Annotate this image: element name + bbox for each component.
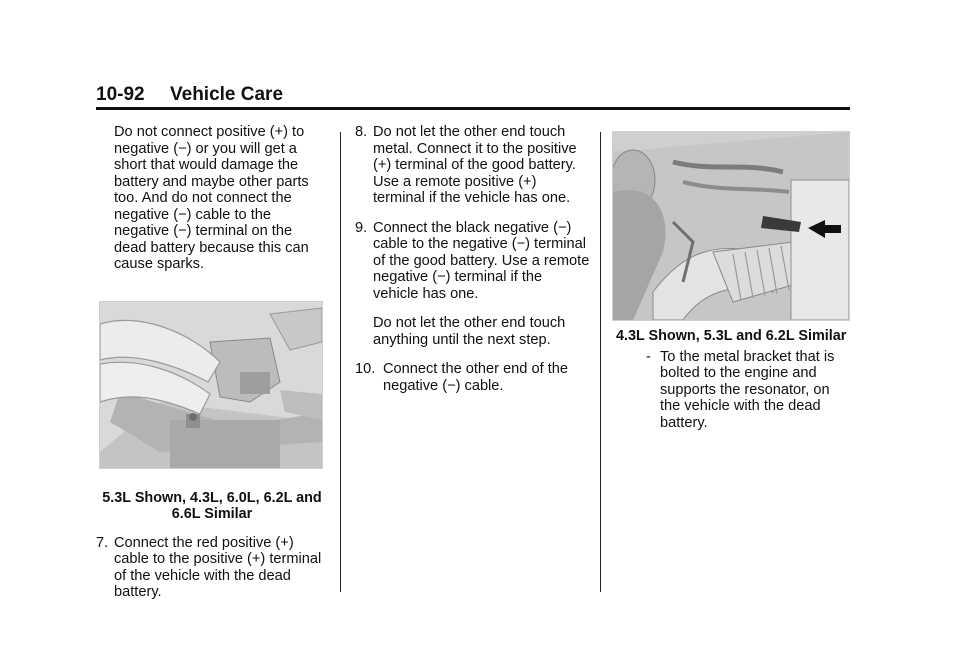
page-number: 10-92 bbox=[96, 84, 145, 105]
column-divider-2 bbox=[600, 132, 601, 592]
list-item-step-9 bbox=[355, 220, 590, 303]
engine-bracket-figure bbox=[612, 131, 850, 321]
step-text: Connect the black negative (−) cable to the negative (−) terminal of the good battery. Use a remote negative (−) terminal if the vehicle has one. bbox=[373, 219, 590, 302]
column-3 bbox=[612, 124, 852, 431]
list-item-step-10 bbox=[355, 361, 590, 394]
step-number: 10. bbox=[355, 361, 376, 377]
figure-caption-2: 4.3L Shown, 5.3L and 6.2L Similar bbox=[616, 328, 847, 344]
battery-clamp-illustration bbox=[100, 302, 322, 468]
header-rule bbox=[96, 107, 850, 110]
column-1 bbox=[96, 124, 328, 601]
step-number: 9. bbox=[355, 219, 368, 236]
column-2 bbox=[355, 124, 590, 394]
step-note: Do not let the other end touch anything until the next step. bbox=[373, 315, 566, 348]
figure-caption-1 bbox=[96, 490, 328, 523]
step-text: Connect the other end of the negative (−) cable. bbox=[383, 361, 568, 394]
list-item-step-7 bbox=[96, 535, 328, 601]
step-number: 7. bbox=[96, 534, 109, 551]
step-number: 8. bbox=[355, 124, 368, 140]
step-text: Do not let the other end touch metal. Connect it to the positive (+) terminal of the good battery. Use a remote positive (+) terminal if the vehicle has one. bbox=[373, 124, 577, 206]
list-item-step-8 bbox=[355, 124, 590, 207]
figure-caption-1-line2: 6.6L Similar bbox=[171, 506, 253, 522]
bullet-text: To the metal bracket that is bolted to the engine and supports the resonator, on the vehicle with the dead battery. bbox=[660, 348, 835, 431]
battery-terminal-figure bbox=[99, 301, 323, 469]
figure-caption-1-line1: 5.3L Shown, 4.3L, 6.0L, 6.2L and bbox=[102, 489, 322, 506]
step-text: Connect the red positive (+) cable to the positive (+) terminal of the vehicle with the dead battery. bbox=[114, 534, 322, 600]
warning-text: Do not connect positive (+) to negative (−) or you will get a short that would damage the battery and maybe other parts too. And do not connect the negative (−) cable to the negative (−) terminal on the dead battery because this can cause sparks. bbox=[114, 124, 309, 272]
engine-resonator-illustration bbox=[613, 132, 849, 320]
column-divider-1 bbox=[340, 132, 341, 592]
dash-bullet: - bbox=[646, 348, 651, 365]
section-title: Vehicle Care bbox=[170, 84, 284, 105]
list-item-bracket bbox=[612, 349, 852, 432]
